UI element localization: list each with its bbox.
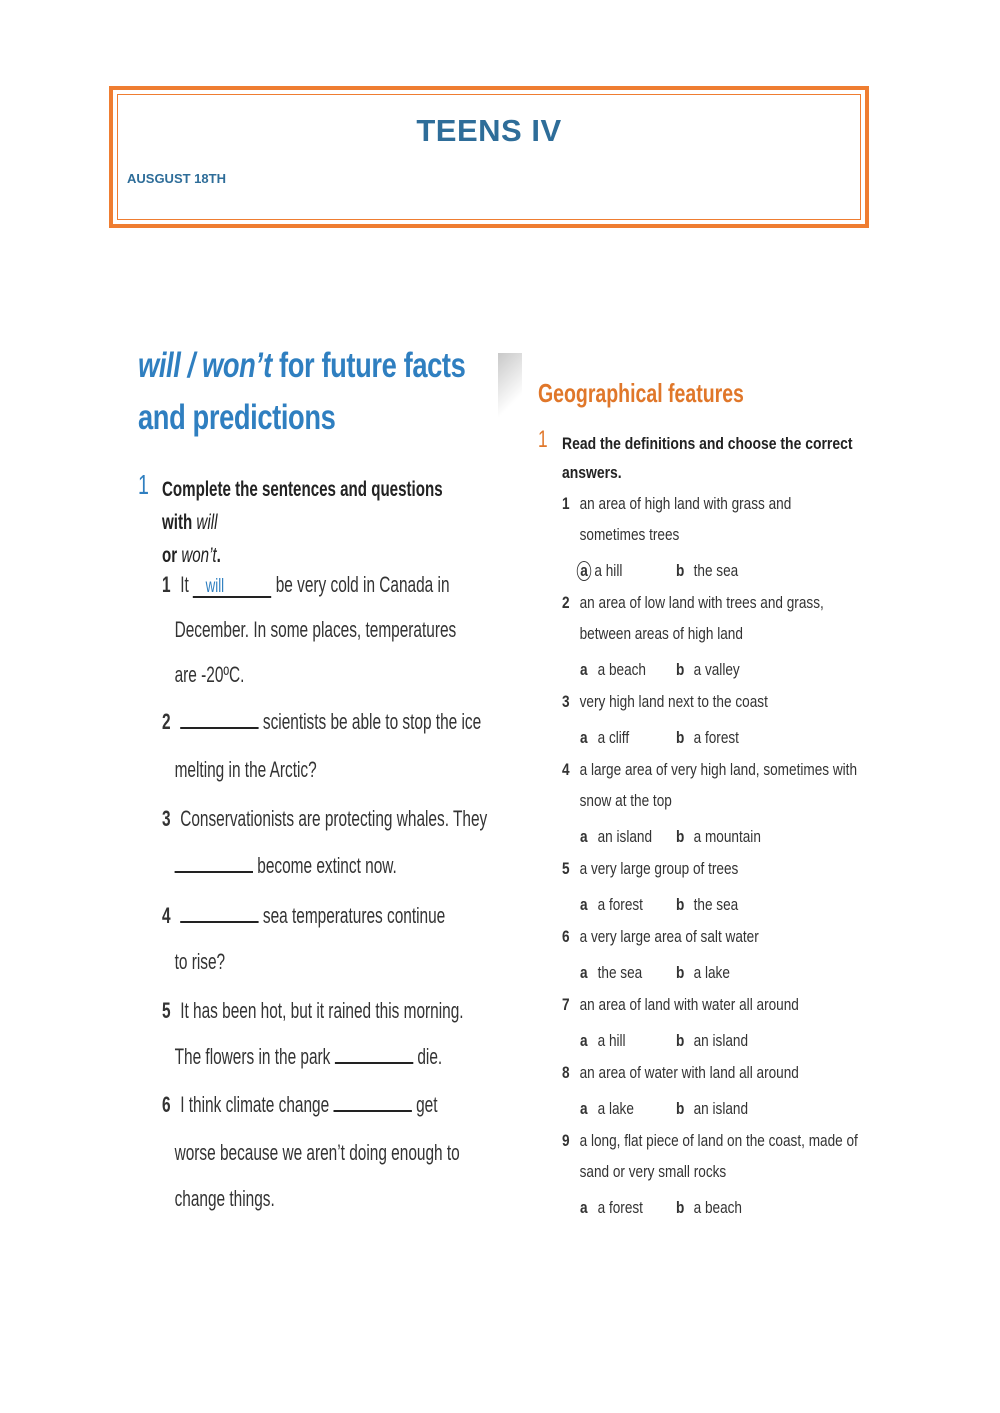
item-text: melting in the Arctic? — [174, 757, 317, 782]
grammar-item-line — [162, 652, 244, 698]
question-line — [562, 525, 882, 547]
date-label: AUSGUST 18TH — [127, 171, 226, 186]
question-text: sand or very small rocks — [579, 1162, 727, 1181]
vocab-title: Geographical features — [538, 378, 744, 408]
option-a[interactable] — [580, 895, 643, 915]
item-number: 4 — [162, 903, 171, 928]
option-text: a hill — [594, 561, 623, 580]
option-a[interactable] — [580, 728, 629, 748]
item-text-after: be very cold in Canada in — [271, 572, 450, 597]
grammar-item-line — [162, 1034, 442, 1080]
question-line — [562, 1131, 882, 1153]
grammar-title-rest: for future facts — [271, 346, 466, 385]
question-number: 5 — [562, 859, 570, 878]
option-b[interactable] — [676, 895, 738, 915]
option-text: a forest — [597, 895, 643, 914]
option-text: an island — [597, 827, 653, 846]
option-text: a forest — [597, 1198, 643, 1217]
grammar-item-line — [162, 747, 317, 793]
question-text: a very large area of salt water — [579, 927, 759, 946]
option-letter: b — [676, 728, 685, 747]
question-line — [562, 927, 882, 949]
option-text: the sea — [597, 963, 643, 982]
question-text: an area of high land with grass and — [579, 494, 792, 513]
item-text: December. In some places, temperatures — [174, 617, 457, 642]
grammar-item-line — [162, 1130, 460, 1176]
grammar-item-line — [162, 988, 464, 1034]
instruction-will: will — [196, 511, 218, 534]
question-number: 4 — [562, 760, 570, 779]
instruction-text: Complete the sentences and questions with — [162, 478, 443, 534]
item-text: change things. — [174, 1186, 275, 1211]
header-box — [109, 86, 869, 228]
page-fold-shadow — [498, 353, 522, 423]
question-line — [562, 1162, 882, 1184]
instruction-wont: won’t — [181, 544, 217, 567]
option-b[interactable] — [676, 1198, 742, 1218]
item-text-after: get — [411, 1092, 438, 1117]
question-line — [562, 791, 882, 813]
item-text: to rise? — [174, 949, 226, 974]
option-b[interactable] — [676, 963, 730, 983]
grammar-item-line — [162, 562, 450, 608]
option-text: a cliff — [597, 728, 630, 747]
option-letter: b — [676, 1198, 685, 1217]
option-b[interactable] — [676, 827, 761, 847]
option-text: a forest — [693, 728, 739, 747]
question-number: 8 — [562, 1063, 570, 1082]
option-text: a hill — [597, 1031, 626, 1050]
option-a[interactable] — [580, 561, 622, 581]
question-line — [562, 995, 882, 1017]
answer-blank[interactable] — [335, 1044, 413, 1064]
grammar-item-line — [162, 893, 445, 939]
instruction-end: . — [216, 544, 221, 567]
question-line — [562, 859, 882, 881]
vocab-instruction: Read the definitions and choose the correct answers. — [562, 434, 853, 482]
option-a[interactable] — [580, 963, 642, 983]
option-text: the sea — [693, 561, 739, 580]
item-text-after: die. — [413, 1044, 443, 1069]
item-text-before: I think climate change — [180, 1092, 334, 1117]
option-letter: b — [676, 827, 685, 846]
grammar-title-line2: and predictions — [138, 398, 336, 437]
option-text: an island — [693, 1031, 749, 1050]
option-text: a beach — [597, 660, 646, 679]
vocab-exercise-number: 1 — [538, 426, 548, 453]
answer-blank-filled[interactable]: will — [193, 578, 271, 598]
item-text: are -20ºC. — [174, 662, 245, 687]
answer-blank[interactable] — [180, 709, 258, 729]
grammar-item-line — [162, 607, 456, 653]
question-number: 6 — [562, 927, 570, 946]
option-a[interactable] — [580, 827, 652, 847]
question-text: snow at the top — [579, 791, 672, 810]
grammar-item-line — [162, 1176, 275, 1222]
grammar-title — [138, 340, 465, 444]
question-text: an area of water with land all around — [579, 1063, 799, 1082]
option-b[interactable] — [676, 561, 738, 581]
question-line — [562, 692, 882, 714]
option-letter: a — [580, 1198, 588, 1217]
question-text: between areas of high land — [579, 624, 743, 643]
option-letter: a — [580, 1099, 588, 1118]
item-number: 1 — [162, 572, 171, 597]
option-text: the sea — [693, 895, 739, 914]
page-title: TEENS IV — [416, 113, 562, 148]
item-number: 6 — [162, 1092, 171, 1117]
item-text-before: It — [180, 572, 194, 597]
question-number: 2 — [562, 593, 570, 612]
grammar-item-line — [162, 699, 481, 745]
question-line — [562, 1063, 882, 1085]
header-inner-border — [117, 94, 861, 220]
grammar-item-line — [162, 796, 487, 842]
item-text-after: sea temperatures continue — [258, 903, 446, 928]
question-text: a long, flat piece of land on the coast, made of — [579, 1131, 858, 1150]
option-text: a beach — [693, 1198, 742, 1217]
item-number: 3 — [162, 806, 171, 831]
question-number: 9 — [562, 1131, 570, 1150]
item-text-before: The flowers in the park — [174, 1044, 335, 1069]
instruction-or: or — [162, 544, 182, 567]
question-line — [562, 624, 882, 646]
option-letter: b — [676, 1099, 685, 1118]
question-text: a very large group of trees — [579, 859, 739, 878]
item-number: 5 — [162, 998, 171, 1023]
question-text: an area of land with water all around — [579, 995, 799, 1014]
question-line — [562, 494, 882, 516]
question-text: very high land next to the coast — [579, 692, 768, 711]
option-letter: b — [676, 561, 685, 580]
question-number: 3 — [562, 692, 570, 711]
option-letter: b — [676, 963, 685, 982]
question-text: an area of low land with trees and grass, — [579, 593, 824, 612]
circled-answer: a — [577, 561, 591, 581]
option-a[interactable] — [580, 1031, 626, 1051]
option-letter: a — [580, 963, 588, 982]
option-a[interactable] — [580, 1099, 634, 1119]
option-text: a lake — [597, 1099, 634, 1118]
answer-blank[interactable] — [333, 1092, 411, 1112]
option-b[interactable] — [676, 660, 740, 680]
item-text-after: become extinct now. — [253, 853, 397, 878]
option-b[interactable] — [676, 1099, 748, 1119]
item-number: 2 — [162, 709, 171, 734]
item-text: worse because we aren’t doing enough to — [174, 1140, 460, 1165]
option-text: an island — [693, 1099, 749, 1118]
exercise-number: 1 — [138, 469, 149, 500]
option-a[interactable] — [580, 660, 646, 680]
answer-blank[interactable] — [180, 903, 258, 923]
grammar-instruction — [162, 473, 464, 572]
option-letter: b — [676, 660, 685, 679]
option-b[interactable] — [676, 728, 739, 748]
option-letter: a — [580, 827, 588, 846]
question-text: a large area of very high land, sometimes with — [579, 760, 858, 779]
grammar-title-italic: will / won’t — [138, 346, 272, 385]
question-line — [562, 593, 882, 615]
grammar-item-line — [162, 939, 225, 985]
grammar-item-line — [162, 1082, 438, 1128]
option-text: a mountain — [693, 827, 761, 846]
question-number: 7 — [562, 995, 570, 1014]
option-letter: a — [580, 728, 588, 747]
option-text: a lake — [693, 963, 730, 982]
option-letter: a — [580, 895, 588, 914]
option-letter: b — [676, 1031, 685, 1050]
option-b[interactable] — [676, 1031, 748, 1051]
item-text: It has been hot, but it rained this morning. — [180, 998, 464, 1023]
question-line — [562, 760, 882, 782]
item-text: Conservationists are protecting whales. They — [180, 806, 488, 831]
answer-blank[interactable] — [175, 853, 253, 873]
option-letter: a — [580, 1031, 588, 1050]
question-number: 1 — [562, 494, 570, 513]
option-text: a valley — [693, 660, 740, 679]
option-letter: b — [676, 895, 685, 914]
item-text-after: scientists be able to stop the ice — [258, 709, 482, 734]
grammar-item-line — [162, 843, 397, 889]
question-text: sometimes trees — [579, 525, 680, 544]
option-letter: a — [580, 660, 588, 679]
option-a[interactable] — [580, 1198, 643, 1218]
